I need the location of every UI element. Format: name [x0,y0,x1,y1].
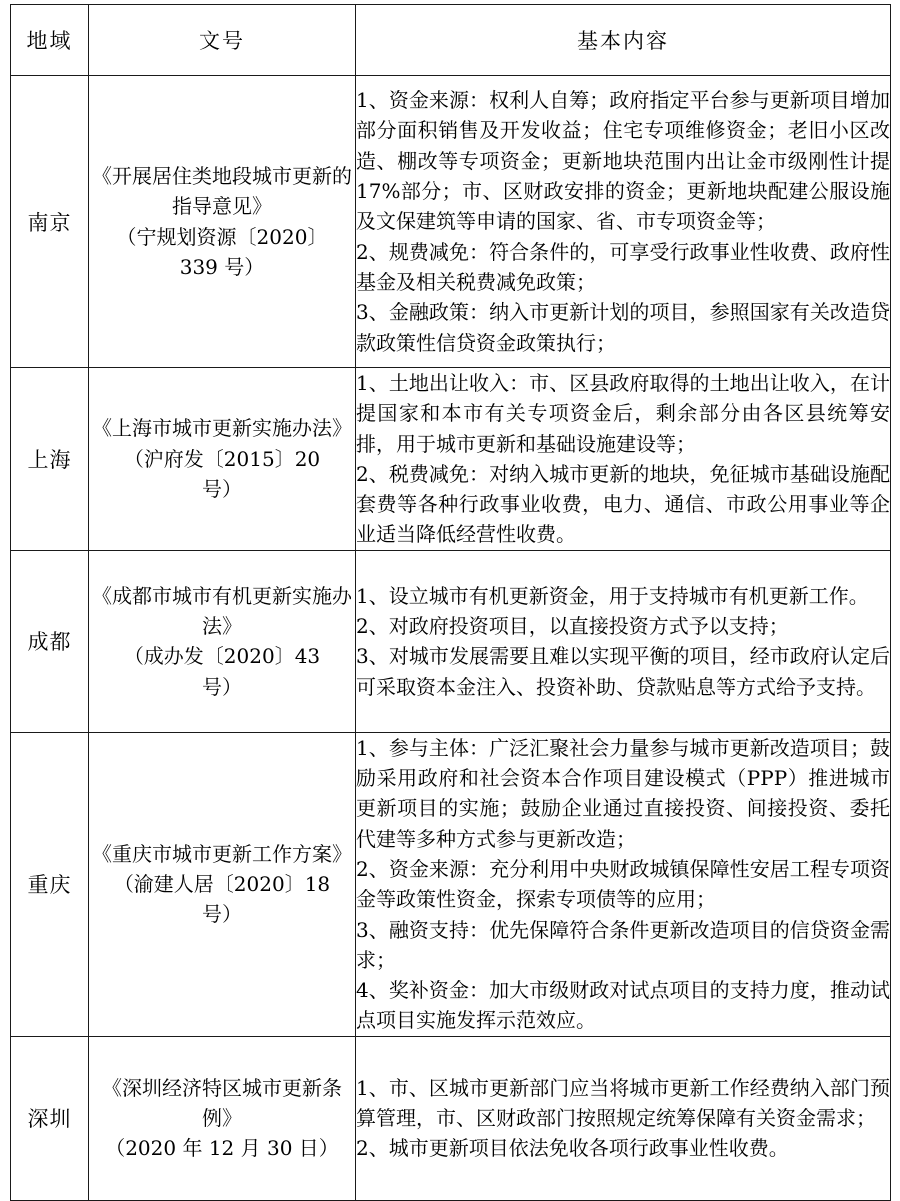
content-text: 1、土地出让收入：市、区县政府取得的土地出让收入，在计提国家和本市有关专项资金后，剩余部分由各区县统筹安排，用于城市更新和基础设施建设等； 2、税费减免：对纳入城市更新的地块，免征城市基础设施配套费等各种行政事业收费，电力、通信、市政公用事业等企业适当降低经营性收费。 [356,371,890,547]
document-page [0,4,900,1189]
table-body [11,76,891,1201]
region-cell: 重庆 [11,732,89,1036]
doc-number-cell [89,368,356,551]
content-text: 1、市、区城市更新部门应当将城市更新工作经费纳入部门预算管理，市、区财政部门按照规定统筹保障有关资金需求； 2、城市更新项目依法免收各项行政事业性收费。 [356,1075,890,1161]
doc-title: 《深圳经济特区城市更新条例》 [102,1075,342,1131]
region-cell: 南京 [11,76,89,368]
column-header-content: 基本内容 [356,5,891,76]
doc-number-line-2: 号） [202,902,242,927]
policy-comparison-table [10,4,891,1201]
content-cell [356,76,891,368]
column-header-region: 地域 [11,5,89,76]
table-row [11,550,891,732]
doc-number-line-1: （2020 年 12 月 30 日） [105,1136,339,1161]
table-row [11,368,891,551]
doc-number-line-1: （渝建人居〔2020〕18 [113,872,331,897]
doc-number-cell [89,1036,356,1200]
doc-number-line-1: （沪府发〔2015〕20 [123,446,321,471]
doc-number-line-1: （成办发〔2020〕43 [123,644,321,669]
table-row [11,1036,891,1200]
region-cell: 上海 [11,368,89,551]
content-text: 1、参与主体：广泛汇聚社会力量参与城市更新改造项目；鼓励采用政府和社会资本合作项目建设模式（PPP）推进城市更新项目的实施；鼓励企业通过直接投资、间接投资、委托代建等多种方式参与更新改造； 2、资金来源：充分利用中央财政城镇保障性安居工程专项资金等政策性资金，探索专项债等的应用； 3、融资支持：优先保障符合条件更新改造项目的信贷资金需求； 4、奖补资金：加大市级财政对试点项目的支持力度，推动试点项目实施发挥示范效应。 [356,735,890,1033]
table-row [11,732,891,1036]
doc-number-cell [89,76,356,368]
content-cell [356,732,891,1036]
doc-number-line-2: 339 号） [179,254,265,279]
content-text: 1、资金来源：权利人自筹；政府指定平台参与更新项目增加部分面积销售及开发收益；住宅专项维修资金；老旧小区改造、棚改等专项资金；更新地块范围内出让金市级刚性计提 17%部分；市、区财政安排的资金；更新地块配建公服设施及文保建筑等申请的国家、省、市专项资金等； 2、规费减免：符合条件的，可享受行政事业性收费、政府性基金及相关税费减免政策； 3、金融政策：纳入市更新计划的项目，参照国家有关改造贷款政策性信贷资金政策执行； [356,88,890,355]
content-cell [356,550,891,732]
table-header-row [11,5,891,76]
doc-number-line-2: 号） [202,477,242,502]
doc-number-line-2: 号） [202,674,242,699]
content-cell [356,368,891,551]
content-cell [356,1036,891,1200]
region-cell: 深圳 [11,1036,89,1200]
doc-number-cell [89,550,356,732]
doc-title: 《开展居住类地段城市更新的指导意见》 [92,163,352,219]
content-text: 1、设立城市有机更新资金，用于支持城市有机更新工作。 2、对政府投资项目，以直接投资方式予以支持； 3、对城市发展需要且难以实现平衡的项目，经市政府认定后可采取资本金注入、投资补助、贷款贴息等方式给予支持。 [356,583,890,699]
table-header [11,5,891,76]
doc-title: 《重庆市城市更新工作方案》 [92,841,352,866]
column-header-doc-number: 文号 [89,5,356,76]
doc-title: 《成都市城市有机更新实施办法》 [92,583,352,638]
table-row [11,76,891,368]
doc-number-cell [89,732,356,1036]
region-cell: 成都 [11,550,89,732]
doc-number-line-1: （宁规划资源〔2020〕 [116,224,328,249]
doc-title: 《上海市城市更新实施办法》 [92,416,352,441]
